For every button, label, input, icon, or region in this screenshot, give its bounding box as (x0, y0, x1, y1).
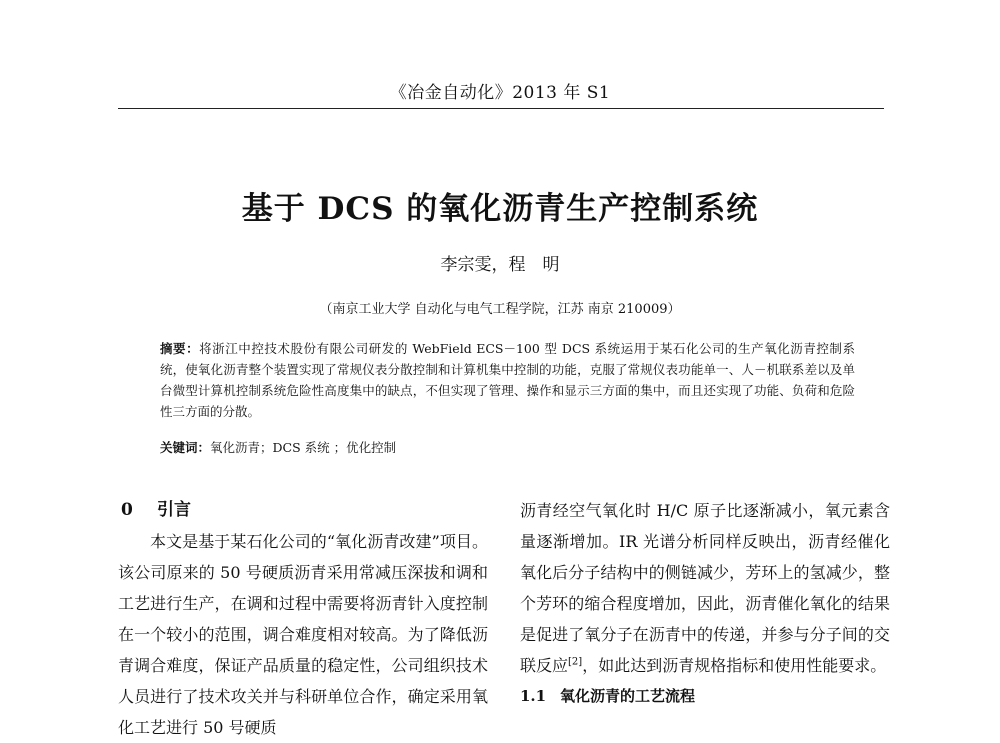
keywords-label: 关键词： (160, 440, 211, 455)
abstract (160, 338, 855, 422)
authors: 李宗雯，程 明 (440, 255, 560, 275)
intro-paragraph: 本文是基于某石化公司的“氧化沥青改建”项目。该公司原来的 50 号硬质沥青采用常减压深拔和调和工艺进行生产，在调和过程中需要将沥青针入度控制在一个较小的范围，调合难度相对较高。为了降低沥青调合难度，保证产品质量的稳定性，公司组织技术人员进行了技术攻关并与科研单位合作，确定采用氧化工艺进行 50 号硬质 (118, 532, 488, 737)
abstract-text: 将浙江中控技术股份有限公司研发的 WebField ECS－100 型 DCS 系统运用于某石化公司的生产氧化沥青控制系统，使氧化沥青整个装置实现了常规仪表分散控制和计算机集中控制的功能，克服了常规仪表功能单一、人－机联系差以及单台微型计算机控制系统危险性高度集中的缺点，不但实现了管理、操作和显示三方面的集中，而且还实现了功能、负荷和危险性三方面的分散。 (160, 341, 855, 419)
section-title: 引言 (157, 500, 191, 520)
section-number: 0 (121, 500, 133, 520)
paper-title: 基于 DCS 的氧化沥青生产控制系统 (241, 191, 759, 227)
abstract-label: 摘要： (160, 341, 200, 356)
subsection-number: 1.1 (520, 687, 547, 705)
citation-ref[interactable]: [2] (568, 656, 583, 668)
keywords (160, 437, 855, 458)
body-text-end: ，如此达到沥青规格指标和使用性能要求。 (582, 656, 887, 675)
right-column (520, 495, 890, 712)
subsection-heading (520, 681, 890, 712)
body-paragraph (520, 495, 890, 681)
affiliation: （南京工业大学 自动化与电气工程学院，江苏 南京 210009） (319, 302, 681, 317)
keywords-text: 氧化沥青；DCS 系统 ；优化控制 (210, 440, 397, 455)
subsection-title: 氧化沥青的工艺流程 (560, 687, 696, 705)
header-rule (118, 108, 884, 109)
journal-header: 《冶金自动化》2013 年 S1 (389, 83, 611, 103)
section-heading (121, 495, 488, 526)
body-text: 沥青经空气氧化时 H/C 原子比逐渐减小，氧元素含量逐渐增加。IR 光谱分析同样反映出，沥青经催化氧化后分子结构中的侧链减少，芳环上的氢减少，整个芳环的缩合程度增加，因此，沥青催化氧化的结果是促进了氧分子在沥青中的传递，并参与分子间的交联反应 (520, 501, 890, 675)
